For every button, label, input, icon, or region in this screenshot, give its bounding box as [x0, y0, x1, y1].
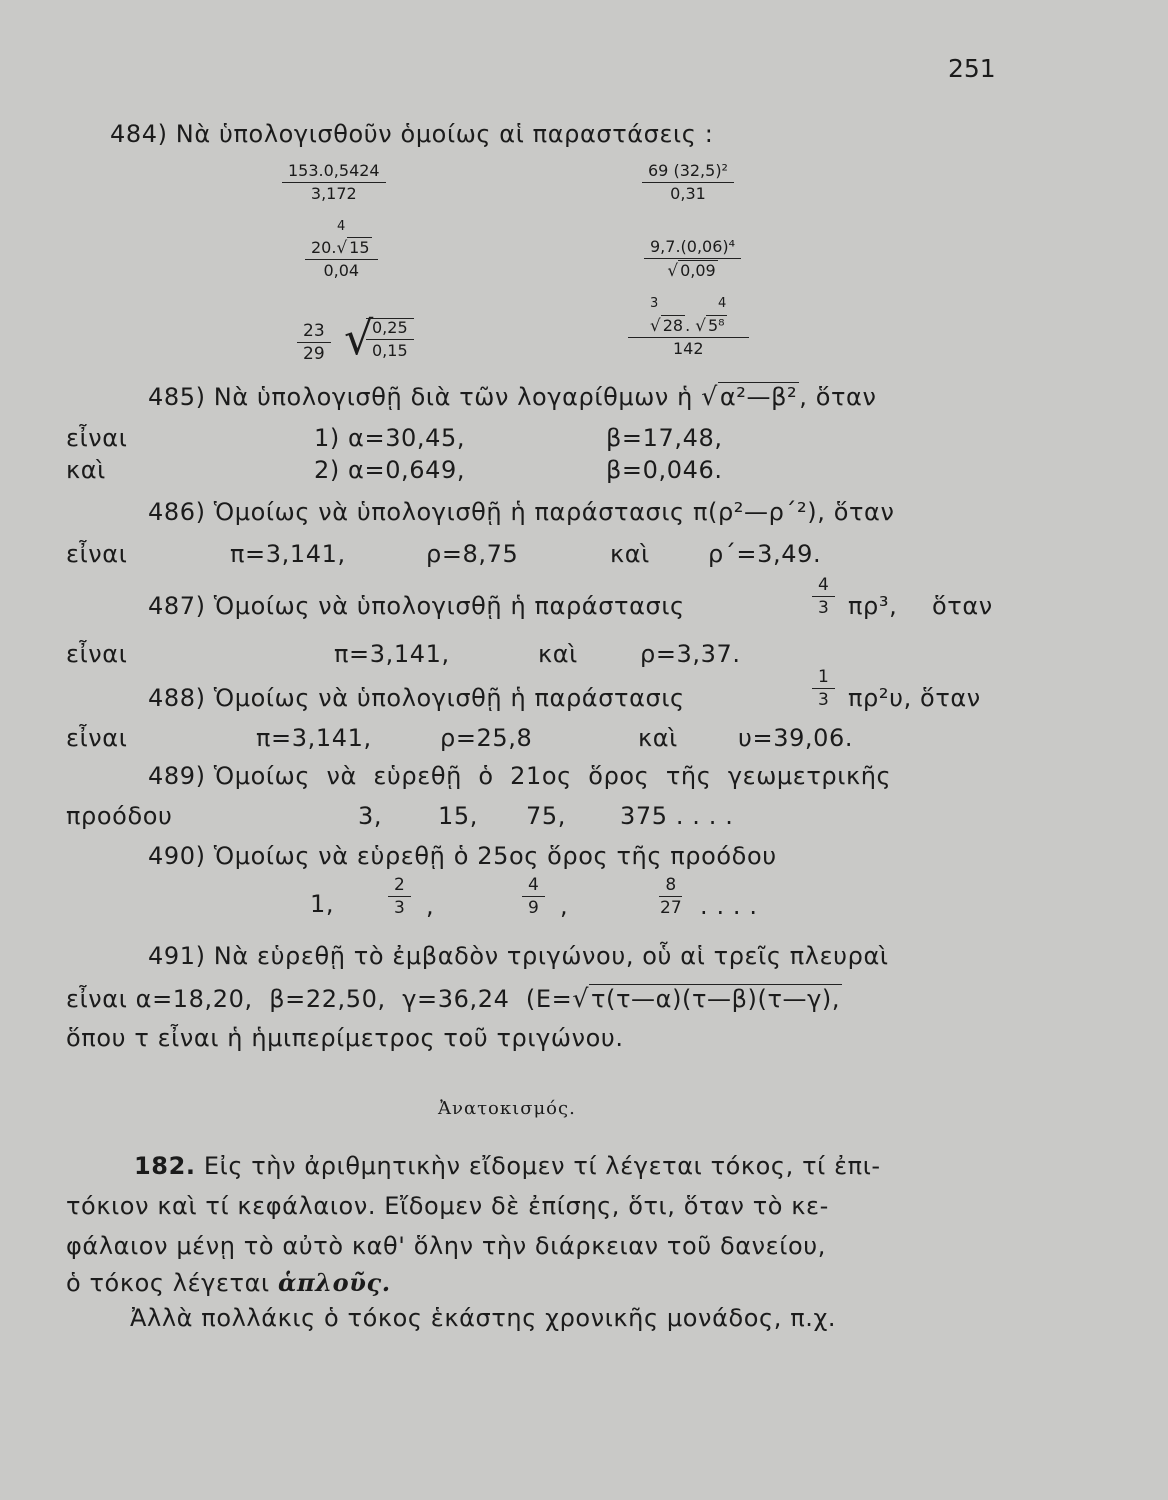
exercise-488-denominator: 3	[818, 690, 829, 710]
expr-484-1	[282, 162, 386, 203]
page-number: 251	[948, 54, 996, 83]
expr-484-2-denominator: 0,31	[670, 184, 706, 203]
exercise-485-case2-beta: β=0,046.	[606, 456, 723, 484]
exercise-490-dots: . . . .	[700, 892, 758, 920]
expr-484-5-numerator: 23	[297, 322, 331, 343]
expr-484-3-denominator: 0,04	[323, 261, 360, 280]
exercise-485-line2-label: καὶ	[66, 456, 106, 484]
exercise-488-rho: ρ=25,8	[440, 724, 533, 752]
exercise-486-label: εἶναι	[66, 540, 128, 568]
exercise-488-and: καὶ	[638, 724, 678, 752]
expr-484-3-root-index: 4	[337, 219, 346, 234]
exercise-486-rho-prime: ρ΄=3,49.	[708, 540, 822, 568]
paragraph-182-line1: 182. Εἰς τὴν ἀριθμητικὴν εἴδομεν τί λέγεται τόκος, τί ἐπι-	[134, 1152, 881, 1180]
term-simple-interest: ἁπλοῦς.	[277, 1268, 391, 1297]
expr-484-1-numerator: 153.0,5424	[282, 162, 386, 183]
exercise-487-when: ὅταν	[932, 592, 993, 620]
expr-484-3-numerator: 20.√ 15	[305, 238, 378, 260]
expr-484-5-radicand-denominator: 0,15	[372, 341, 408, 360]
exercise-487-expression: πρ³,	[848, 592, 898, 620]
exercise-489-statement: 489) Ὁμοίως νὰ εὑρεθῇ ὁ 21ος ὅρος τῆς γεωμετρικῆς	[148, 762, 892, 790]
exercise-485-case1-beta: β=17,48,	[606, 424, 723, 452]
exercise-486-pi: π=3,141,	[230, 540, 346, 568]
exercise-488-upsilon: υ=39,06.	[738, 724, 854, 752]
exercise-486-and: καὶ	[610, 540, 650, 568]
expr-484-6-numerator: √ 28 . √ 5⁸	[628, 316, 749, 338]
exercise-487-fraction	[812, 576, 835, 617]
exercise-490-sep1: ,	[426, 892, 435, 920]
expr-484-4	[644, 238, 741, 280]
expr-484-5-radicand	[366, 318, 414, 360]
expr-484-6-root-index-1: 3	[650, 296, 659, 311]
exercise-484-statement: 484) Νὰ ὑπολογισθοῦν ὁμοίως αἱ παραστάσεις :	[110, 120, 714, 148]
exercise-490-term3-numerator: 4	[522, 876, 545, 897]
exercise-487-and: καὶ	[538, 640, 578, 668]
exercise-490-term4-denominator: 27	[660, 898, 682, 918]
exercise-489-term2: 15,	[438, 802, 478, 830]
expr-484-1-denominator: 3,172	[310, 184, 357, 203]
exercise-490-term4	[654, 876, 688, 917]
exercise-489-term4: 375 . . . .	[620, 802, 734, 830]
exercise-486-rho: ρ=8,75	[426, 540, 519, 568]
exercise-489-label: προόδου	[66, 802, 173, 830]
exercise-488-numerator: 1	[812, 668, 835, 689]
exercise-485-case1-alpha: 1) α=30,45,	[314, 424, 466, 452]
paragraph-182-line3: φάλαιον μένῃ τὸ αὐτὸ καθ' ὅλην τὴν διάρκειαν τοῦ δανείου,	[66, 1232, 826, 1260]
exercise-488-label: εἶναι	[66, 724, 128, 752]
expr-484-2-numerator: 69 (32,5)²	[642, 162, 734, 183]
exercise-491-line3: ὅπου τ εἶναι ἡ ἡμιπερίμετρος τοῦ τριγώνου.	[66, 1024, 624, 1052]
exercise-490-term2	[388, 876, 411, 917]
exercise-490-term4-numerator: 8	[659, 876, 682, 897]
exercise-488-expression: πρ²υ, ὅταν	[848, 684, 981, 712]
exercise-485-line1-label: εἶναι	[66, 424, 128, 452]
exercise-490-statement: 490) Ὁμοίως νὰ εὑρεθῇ ὁ 25ος ὅρος τῆς προόδου	[148, 842, 777, 870]
exercise-486-statement: 486) Ὁμοίως νὰ ὑπολογισθῇ ἡ παράστασις π(ρ²—ρ΄²), ὅταν	[148, 498, 895, 526]
exercise-490-term3	[522, 876, 545, 917]
exercise-488-statement: 488) Ὁμοίως νὰ ὑπολογισθῇ ἡ παράστασις	[148, 684, 685, 712]
expr-484-4-numerator: 9,7.(0,06)⁴	[644, 238, 741, 259]
exercise-490-term2-numerator: 2	[388, 876, 411, 897]
exercise-487-label: εἶναι	[66, 640, 128, 668]
exercise-490-term2-denominator: 3	[394, 898, 405, 918]
exercise-487-pi: π=3,141,	[334, 640, 450, 668]
expr-484-5-denominator: 29	[303, 344, 325, 364]
exercise-490-sep2: ,	[560, 892, 569, 920]
expr-484-3	[305, 238, 378, 280]
exercise-490-term3-denominator: 9	[528, 898, 539, 918]
section-heading: Ἀνατοκισμός.	[438, 1098, 576, 1119]
expr-484-5-radicand-numerator: 0,25	[366, 318, 414, 340]
exercise-488-fraction	[812, 668, 835, 709]
exercise-485-statement: 485) Νὰ ὑπολογισθῇ διὰ τῶν λογαρίθμων ἡ √α²—β², ὅταν	[148, 382, 877, 411]
paragraph-182-number: 182.	[134, 1152, 196, 1180]
paragraph-182-line2: τόκιον καὶ τί κεφάλαιον. Εἴδομεν δὲ ἐπίσης, ὅτι, ὅταν τὸ κε-	[66, 1192, 829, 1220]
expr-484-6-root-index-2: 4	[718, 296, 727, 311]
exercise-488-pi: π=3,141,	[256, 724, 372, 752]
exercise-487-rho: ρ=3,37.	[640, 640, 741, 668]
expr-484-2	[642, 162, 734, 203]
exercise-485-case2-alpha: 2) α=0,649,	[314, 456, 466, 484]
exercise-487-denominator: 3	[818, 598, 829, 618]
expr-484-5-radical-sign: √	[344, 311, 374, 365]
exercise-487-numerator: 4	[812, 576, 835, 597]
exercise-491-line1: 491) Νὰ εὑρεθῇ τὸ ἐμβαδὸν τριγώνου, οὗ αἱ τρεῖς πλευραὶ	[148, 942, 889, 970]
paragraph-182-line5: Ἀλλὰ πολλάκις ὁ τόκος ἑκάστης χρονικῆς μονάδος, π.χ.	[130, 1304, 837, 1332]
expr-484-6-denominator: 142	[673, 339, 704, 358]
exercise-489-term1: 3,	[358, 802, 383, 830]
exercise-490-term1: 1,	[310, 890, 335, 918]
expr-484-4-denominator: √ 0,09	[667, 260, 716, 280]
paragraph-182-line4: ὁ τόκος λέγεται ἁπλοῦς.	[66, 1268, 391, 1297]
exercise-491-line2: εἶναι α=18,20, β=22,50, γ=36,24 (Ε=√τ(τ—α)(τ—β)(τ—γ),	[66, 984, 841, 1013]
exercise-489-term3: 75,	[526, 802, 566, 830]
exercise-487-statement: 487) Ὁμοίως νὰ ὑπολογισθῇ ἡ παράστασις	[148, 592, 685, 620]
expr-484-6	[628, 316, 749, 358]
expr-484-5-fraction	[297, 322, 331, 363]
